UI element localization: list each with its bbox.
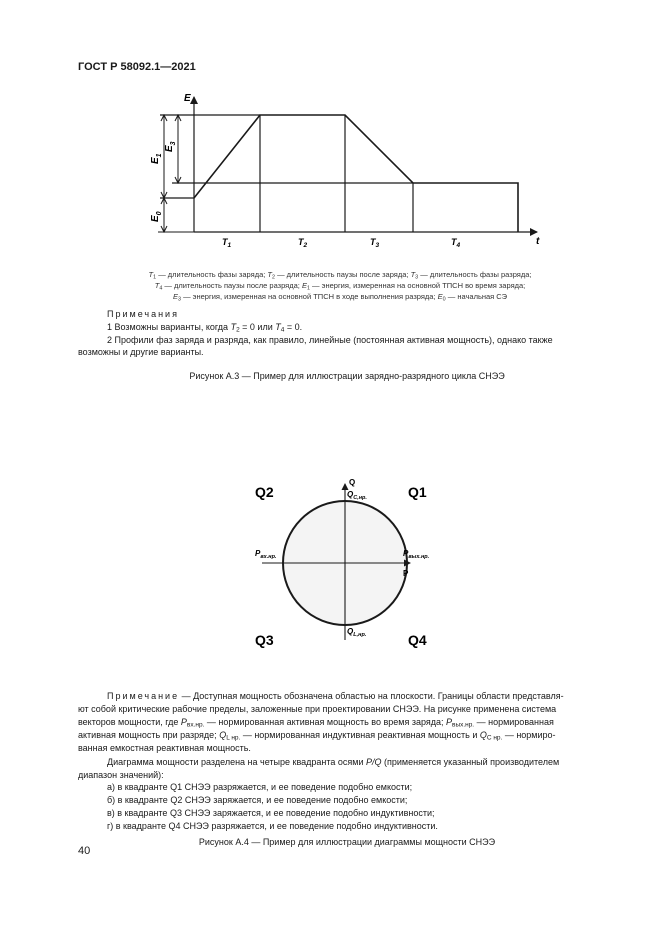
standard-header: ГОСТ Р 58092.1—2021: [78, 61, 196, 73]
figure-a3-energy-cycle: [110, 85, 550, 255]
legend-line-1: $T_1$ — длительность фазы заряда; $T_2$ — длительность паузы после заряда; $T_3$ — длительность фазы разряда;: [148, 270, 532, 281]
note-a4-line-4: активная мощность при разряде; $Q_{L нр.}$ — нормированная индуктивная реактивная мощность и $Q_{C нр.}$ — нормиро-: [78, 730, 556, 742]
note-2-line-2: возможны и другие варианты.: [78, 347, 204, 357]
quadrant-q2-label: Q2: [255, 484, 274, 500]
note-2-line-1: 2 Профили фаз заряда и разряда, как правило, линейные (постоянная активная мощность), однако также: [107, 335, 553, 345]
legend-line-2: $T_4$ — длительность паузы после разряда; $E_1$ — энергия, измеренная на основной ТПСН во время заряда;: [154, 281, 526, 292]
period-t4-label: $T_4$: [451, 237, 461, 249]
quadrant-list-item-c: в) в квадранте Q3 СНЭЭ заряжается, и ее поведение подобно индуктивности;: [107, 808, 435, 818]
e3-label: $E_3$: [164, 141, 177, 152]
x-axis-label: t: [536, 236, 540, 247]
quadrant-list-item-d: г) в квадранте Q4 СНЭЭ разряжается, и ее поведение подобно индуктивности.: [107, 821, 438, 831]
diagram-text-line-1: Диаграмма мощности разделена на четыре квадранта осями P/Q (применяется указанный производителем: [107, 757, 560, 767]
energy-profile-line: [194, 115, 518, 232]
quadrant-list-item-a: а) в квадранте Q1 СНЭЭ разряжается, и ее поведение подобно емкости;: [107, 782, 413, 792]
q-c-label: $Q_{C,нр.}$: [347, 490, 367, 501]
note-1: 1 Возможны варианты, когда $T_2 = 0$ или $T_4 = 0$.: [107, 322, 303, 334]
y-axis-label: E: [184, 93, 191, 104]
page-number: 40: [78, 845, 91, 857]
p-axis-label: P: [403, 569, 409, 578]
note-a4-line-3: векторов мощности, где $P_{вх.нр.}$ — нормированная активная мощность во время заряда; $P_{вых.нр.}$ — нормированная: [78, 717, 554, 729]
e0-label: $E_0$: [150, 211, 163, 222]
note-a4-line-5: ванная емкостная реактивная мощность.: [78, 743, 251, 753]
notes-heading: Примечания: [107, 309, 179, 319]
quadrant-q1-label: Q1: [408, 484, 427, 500]
quadrant-q3-label: Q3: [255, 632, 274, 648]
figure-a4-power-diagram: [250, 472, 430, 662]
note-a4-line-2: ют собой критические рабочие пределы, заложенные при проектировании СНЭЭ. На рисунке применена система: [78, 704, 557, 714]
p-out-label: $P_{вых.нр.}$: [403, 549, 430, 560]
quadrant-list-item-b: б) в квадранте Q2 СНЭЭ заряжается, и ее поведение подобно емкости;: [107, 795, 408, 805]
period-t2-label: $T_2$: [298, 237, 308, 249]
figure-a3-caption: Рисунок А.3 — Пример для иллюстрации зарядно-разрядного цикла СНЭЭ: [189, 371, 505, 381]
q-l-label: $Q_{L,нр.}$: [347, 627, 367, 638]
period-t1-label: $T_1$: [222, 237, 232, 249]
q-axis-label: Q: [349, 478, 356, 487]
diagram-text-line-2: диапазон значений):: [78, 770, 164, 780]
quadrant-q4-label: Q4: [408, 632, 427, 648]
period-t3-label: $T_3$: [370, 237, 380, 249]
p-in-label: $P_{вх.нр.}$: [255, 549, 277, 560]
note-a4-line-1: Примечание — Доступная мощность обозначена областью на плоскости. Границы области представля-: [107, 691, 564, 701]
e1-label: $E_1$: [150, 153, 163, 164]
legend-line-3: $E_3$ — энергия, измеренная на основной ТПСН в ходе выполнения разряда; $E_0$ — начальная СЭ: [172, 292, 508, 303]
figure-a4-caption: Рисунок А.4 — Пример для иллюстрации диаграммы мощности СНЭЭ: [198, 837, 496, 847]
